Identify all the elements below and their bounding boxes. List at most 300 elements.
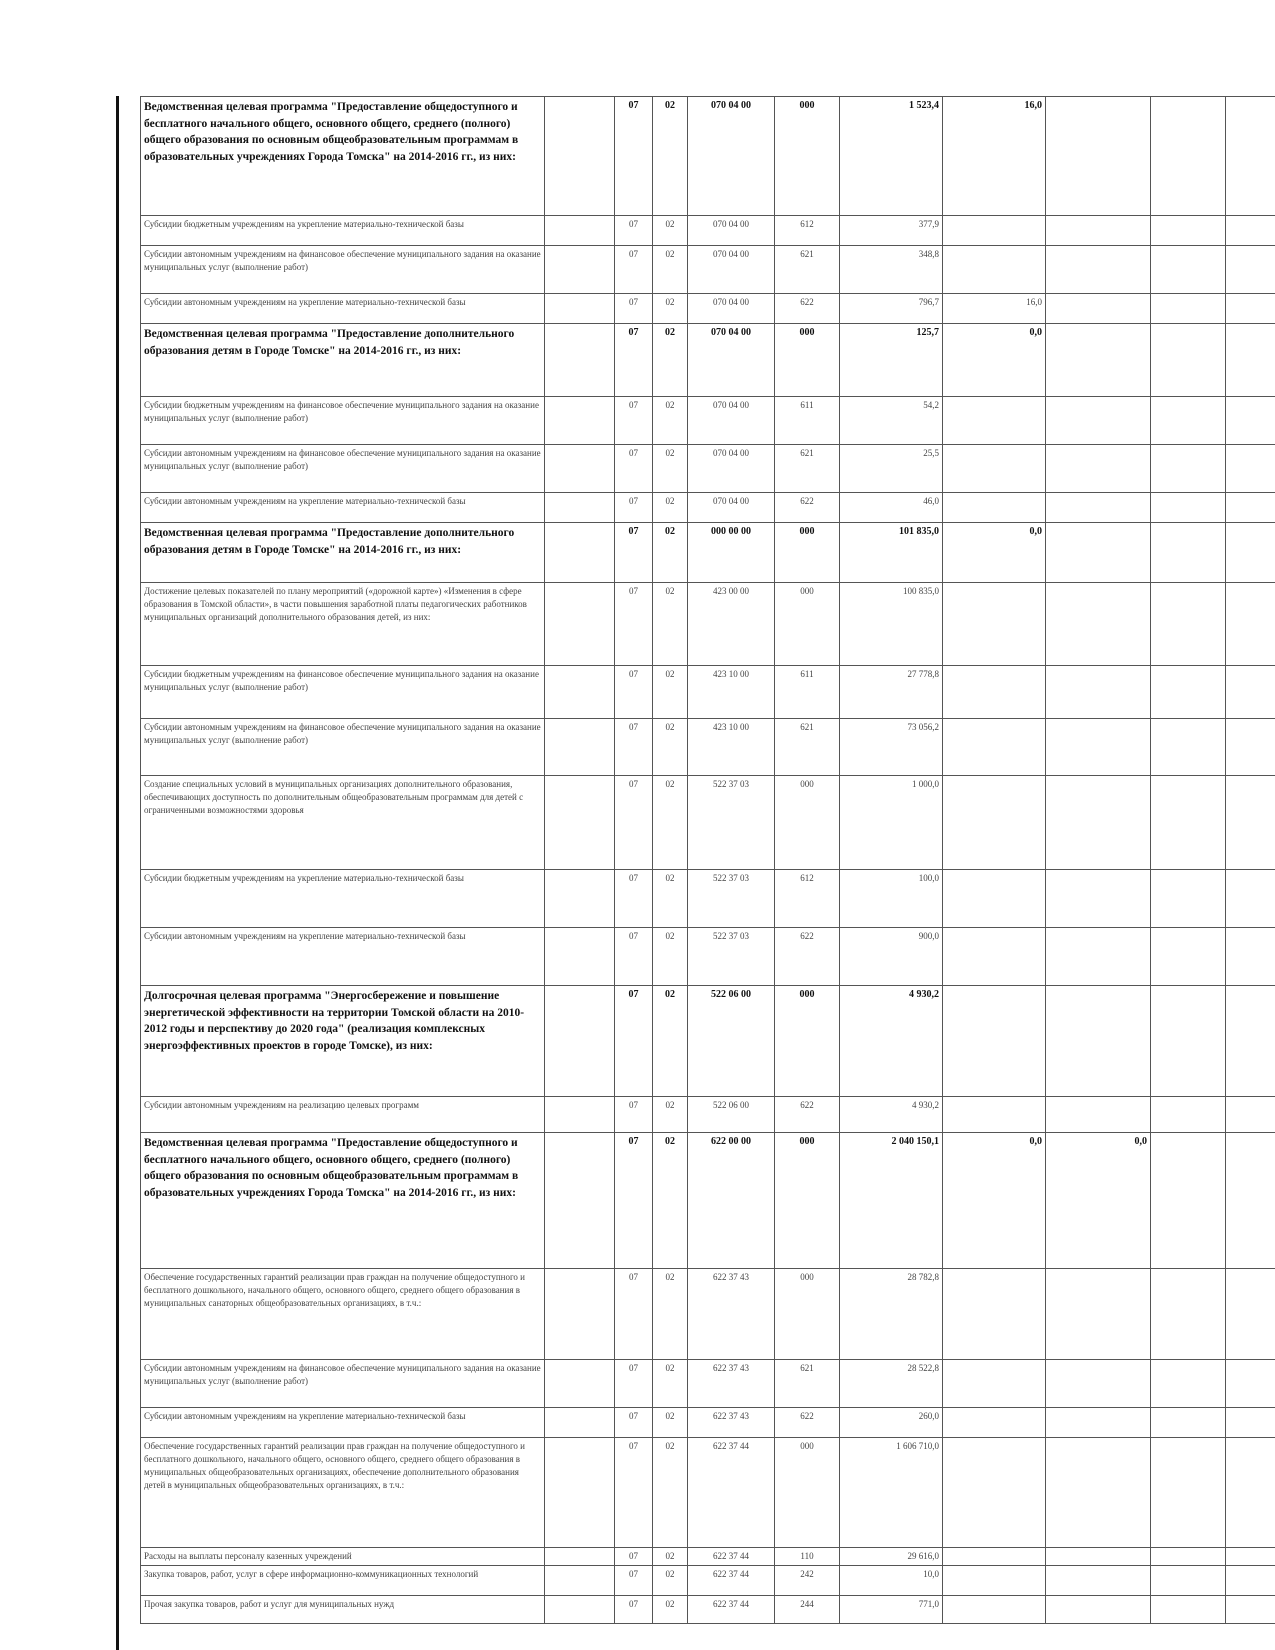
section-code: 07: [615, 666, 653, 719]
target-article-code: 622 37 43: [688, 1408, 775, 1438]
section-code: 07: [615, 246, 653, 294]
table-row: [141, 493, 1275, 523]
table-row: [141, 216, 1275, 246]
section-code: 07: [615, 1408, 653, 1438]
subsection-code: 02: [653, 1548, 688, 1566]
row-description: Закупка товаров, работ, услуг в сфере информационно-коммуникационных технологий: [141, 1566, 545, 1596]
section-code: 07: [615, 1548, 653, 1566]
amount-third: [1046, 97, 1151, 216]
amount-third: [1046, 445, 1151, 493]
target-article-code: 423 10 00: [688, 666, 775, 719]
expense-type-code: 612: [775, 870, 840, 928]
table-row: [141, 1596, 1275, 1624]
table-row: [141, 445, 1275, 493]
row-description: Ведомственная целевая программа "Предоставление общедоступного и бесплатного начального общего, основного общего, среднего (полного) общего образования по основным общеобразовательным программам в образовательных учреждениях Города Томска" на 2014-2016 гг., из них:: [141, 1133, 545, 1269]
subsection-code: 02: [653, 719, 688, 776]
target-article-code: 622 37 44: [688, 1438, 775, 1548]
row-description: Субсидии бюджетным учреждениям на финансовое обеспечение муниципального задания на оказание муниципальных услуг (выполнение работ): [141, 666, 545, 719]
blank-cell: [1226, 97, 1275, 216]
subsection-code: 02: [653, 97, 688, 216]
row-description: Субсидии автономным учреждениям на финансовое обеспечение муниципального задания на оказание муниципальных услуг (выполнение работ): [141, 445, 545, 493]
target-article-code: 070 04 00: [688, 445, 775, 493]
blank-cell: [1151, 666, 1226, 719]
section-code: 07: [615, 1097, 653, 1133]
target-article-code: 622 37 44: [688, 1596, 775, 1624]
blank-cell: [545, 523, 615, 583]
amount-second: [943, 776, 1046, 870]
blank-cell: [545, 1133, 615, 1269]
amount-second: [943, 719, 1046, 776]
amount-total: 4 930,2: [840, 986, 943, 1097]
amount-total: 260,0: [840, 1408, 943, 1438]
amount-second: 16,0: [943, 294, 1046, 324]
amount-third: [1046, 1408, 1151, 1438]
amount-third: [1046, 246, 1151, 294]
blank-cell: [1151, 1097, 1226, 1133]
target-article-code: 070 04 00: [688, 294, 775, 324]
amount-total: 2 040 150,1: [840, 1133, 943, 1269]
amount-total: 1 523,4: [840, 97, 943, 216]
amount-total: 796,7: [840, 294, 943, 324]
blank-cell: [1151, 1438, 1226, 1548]
amount-third: [1046, 1097, 1151, 1133]
target-article-code: 522 37 03: [688, 870, 775, 928]
expense-type-code: 622: [775, 493, 840, 523]
amount-second: [943, 246, 1046, 294]
section-code: 07: [615, 1596, 653, 1624]
subsection-code: 02: [653, 1133, 688, 1269]
amount-second: [943, 397, 1046, 445]
table-row: [141, 666, 1275, 719]
amount-third: [1046, 870, 1151, 928]
amount-third: 0,0: [1046, 1133, 1151, 1269]
amount-third: [1046, 666, 1151, 719]
subsection-code: 02: [653, 1566, 688, 1596]
expense-type-code: 622: [775, 1408, 840, 1438]
section-code: 07: [615, 583, 653, 666]
subsection-code: 02: [653, 324, 688, 397]
blank-cell: [545, 986, 615, 1097]
expense-type-code: 000: [775, 1133, 840, 1269]
expense-type-code: 000: [775, 776, 840, 870]
blank-cell: [1151, 1360, 1226, 1408]
blank-cell: [545, 493, 615, 523]
target-article-code: 622 37 43: [688, 1360, 775, 1408]
blank-cell: [1151, 216, 1226, 246]
blank-cell: [545, 719, 615, 776]
amount-second: [943, 928, 1046, 986]
target-article-code: 000 00 00: [688, 523, 775, 583]
subsection-code: 02: [653, 1097, 688, 1133]
expense-type-code: 110: [775, 1548, 840, 1566]
expense-type-code: 000: [775, 97, 840, 216]
table-row: [141, 1408, 1275, 1438]
row-description: Субсидии бюджетным учреждениям на финансовое обеспечение муниципального задания на оказание муниципальных услуг (выполнение работ): [141, 397, 545, 445]
amount-total: 100,0: [840, 870, 943, 928]
blank-cell: [545, 246, 615, 294]
blank-cell: [1226, 493, 1275, 523]
amount-second: [943, 870, 1046, 928]
program-row: [141, 97, 1275, 216]
target-article-code: 423 00 00: [688, 583, 775, 666]
row-description: Прочая закупка товаров, работ и услуг для муниципальных нужд: [141, 1596, 545, 1624]
blank-cell: [1151, 445, 1226, 493]
amount-total: 1 606 710,0: [840, 1438, 943, 1548]
row-description: Субсидии бюджетным учреждениям на укрепление материально-технической базы: [141, 870, 545, 928]
blank-cell: [1151, 1133, 1226, 1269]
expense-type-code: 622: [775, 928, 840, 986]
section-code: 07: [615, 870, 653, 928]
table-row: [141, 583, 1275, 666]
subsection-code: 02: [653, 445, 688, 493]
blank-cell: [545, 1097, 615, 1133]
target-article-code: 070 04 00: [688, 246, 775, 294]
table-row: [141, 1360, 1275, 1408]
expense-type-code: 244: [775, 1596, 840, 1624]
blank-cell: [1226, 445, 1275, 493]
target-article-code: 070 04 00: [688, 493, 775, 523]
amount-third: [1046, 216, 1151, 246]
target-article-code: 522 06 00: [688, 1097, 775, 1133]
expense-type-code: 242: [775, 1566, 840, 1596]
blank-cell: [545, 1566, 615, 1596]
subsection-code: 02: [653, 1438, 688, 1548]
section-code: 07: [615, 216, 653, 246]
expense-type-code: 621: [775, 246, 840, 294]
amount-third: [1046, 776, 1151, 870]
target-article-code: 070 04 00: [688, 97, 775, 216]
blank-cell: [1226, 1133, 1275, 1269]
blank-cell: [1151, 493, 1226, 523]
expense-type-code: 000: [775, 583, 840, 666]
target-article-code: 423 10 00: [688, 719, 775, 776]
amount-total: 29 616,0: [840, 1548, 943, 1566]
expense-type-code: 621: [775, 719, 840, 776]
subsection-code: 02: [653, 1408, 688, 1438]
amount-third: [1046, 986, 1151, 1097]
table-row: [141, 1438, 1275, 1548]
target-article-code: 070 04 00: [688, 216, 775, 246]
subsection-code: 02: [653, 986, 688, 1097]
blank-cell: [545, 397, 615, 445]
blank-cell: [1151, 1408, 1226, 1438]
amount-third: [1046, 493, 1151, 523]
expense-type-code: 000: [775, 324, 840, 397]
row-description: Субсидии автономным учреждениям на укрепление материально-технической базы: [141, 294, 545, 324]
amount-total: 101 835,0: [840, 523, 943, 583]
blank-cell: [545, 666, 615, 719]
target-article-code: 622 37 43: [688, 1269, 775, 1360]
subsection-code: 02: [653, 1269, 688, 1360]
blank-cell: [1226, 1097, 1275, 1133]
section-code: 07: [615, 493, 653, 523]
subsection-code: 02: [653, 870, 688, 928]
program-row: [141, 1133, 1275, 1269]
amount-second: [943, 1360, 1046, 1408]
blank-cell: [1151, 397, 1226, 445]
target-article-code: 522 37 03: [688, 928, 775, 986]
section-code: 07: [615, 1438, 653, 1548]
section-code: 07: [615, 1269, 653, 1360]
subsection-code: 02: [653, 246, 688, 294]
blank-cell: [1226, 324, 1275, 397]
subsection-code: 02: [653, 216, 688, 246]
amount-total: 900,0: [840, 928, 943, 986]
table-row: [141, 1548, 1275, 1566]
amount-third: [1046, 523, 1151, 583]
subsection-code: 02: [653, 493, 688, 523]
blank-cell: [545, 294, 615, 324]
blank-cell: [545, 1269, 615, 1360]
amount-second: [943, 445, 1046, 493]
expense-type-code: 000: [775, 523, 840, 583]
blank-cell: [1226, 1360, 1275, 1408]
row-description: Субсидии автономным учреждениям на финансовое обеспечение муниципального задания на оказание муниципальных услуг (выполнение работ): [141, 246, 545, 294]
amount-second: 0,0: [943, 523, 1046, 583]
section-code: 07: [615, 719, 653, 776]
blank-cell: [1151, 986, 1226, 1097]
table-row: [141, 397, 1275, 445]
section-code: 07: [615, 928, 653, 986]
blank-cell: [1226, 719, 1275, 776]
row-description: Обеспечение государственных гарантий реализации прав граждан на получение общедоступного и бесплатного дошкольного, начального общего, основного общего, среднего общего образования в муниципальных санаторных общеобразовательных организациях, в т.ч.:: [141, 1269, 545, 1360]
table-row: [141, 246, 1275, 294]
blank-cell: [1226, 1548, 1275, 1566]
expense-type-code: 622: [775, 294, 840, 324]
program-row: [141, 986, 1275, 1097]
blank-cell: [1226, 776, 1275, 870]
table-row: [141, 1097, 1275, 1133]
blank-cell: [545, 1360, 615, 1408]
subsection-code: 02: [653, 1360, 688, 1408]
amount-total: 28 782,8: [840, 1269, 943, 1360]
row-description: Субсидии автономным учреждениям на укрепление материально-технической базы: [141, 928, 545, 986]
amount-third: [1046, 583, 1151, 666]
amount-second: [943, 1408, 1046, 1438]
blank-cell: [1151, 97, 1226, 216]
table-row: [141, 870, 1275, 928]
blank-cell: [1226, 294, 1275, 324]
amount-total: 54,2: [840, 397, 943, 445]
blank-cell: [1151, 928, 1226, 986]
blank-cell: [1226, 1596, 1275, 1624]
amount-third: [1046, 928, 1151, 986]
subsection-code: 02: [653, 397, 688, 445]
blank-cell: [1226, 666, 1275, 719]
amount-third: [1046, 1548, 1151, 1566]
blank-cell: [1151, 246, 1226, 294]
expense-type-code: 621: [775, 1360, 840, 1408]
subsection-code: 02: [653, 666, 688, 719]
amount-second: 16,0: [943, 97, 1046, 216]
amount-total: 771,0: [840, 1596, 943, 1624]
section-code: 07: [615, 445, 653, 493]
amount-third: [1046, 324, 1151, 397]
row-description: Достижение целевых показателей по плану мероприятий («дорожной карте») «Изменения в сфере образования в Томской области», в части повышения заработной платы педагогических работников муниципальных организаций дополнительного образования детей, из них:: [141, 583, 545, 666]
target-article-code: 522 37 03: [688, 776, 775, 870]
row-description: Субсидии автономным учреждениям на реализацию целевых программ: [141, 1097, 545, 1133]
blank-cell: [545, 324, 615, 397]
blank-cell: [545, 1408, 615, 1438]
section-code: 07: [615, 97, 653, 216]
subsection-code: 02: [653, 583, 688, 666]
target-article-code: 622 37 44: [688, 1548, 775, 1566]
section-code: 07: [615, 1566, 653, 1596]
amount-third: [1046, 1269, 1151, 1360]
blank-cell: [545, 928, 615, 986]
target-article-code: 070 04 00: [688, 324, 775, 397]
blank-cell: [1226, 870, 1275, 928]
expense-type-code: 611: [775, 666, 840, 719]
blank-cell: [545, 583, 615, 666]
subsection-code: 02: [653, 294, 688, 324]
blank-cell: [1151, 1566, 1226, 1596]
amount-second: [943, 216, 1046, 246]
expense-type-code: 621: [775, 445, 840, 493]
amount-second: 0,0: [943, 1133, 1046, 1269]
blank-cell: [545, 776, 615, 870]
row-description: Ведомственная целевая программа "Предоставление дополнительного образования детям в Городе Томске" на 2014-2016 гг., из них:: [141, 523, 545, 583]
blank-cell: [1151, 324, 1226, 397]
blank-cell: [1226, 928, 1275, 986]
amount-third: [1046, 397, 1151, 445]
amount-third: [1046, 1596, 1151, 1624]
row-description: Долгосрочная целевая программа "Энергосбережение и повышение энергетической эффективности на территории Томской области на 2010-2012 годы и перспективу до 2020 года" (реализация комплексных энергоэффективных проектов в городе Томске), из них:: [141, 986, 545, 1097]
amount-total: 100 835,0: [840, 583, 943, 666]
section-code: 07: [615, 523, 653, 583]
expense-type-code: 612: [775, 216, 840, 246]
amount-second: [943, 1548, 1046, 1566]
section-code: 07: [615, 986, 653, 1097]
section-code: 07: [615, 397, 653, 445]
blank-cell: [1151, 1548, 1226, 1566]
blank-cell: [545, 1438, 615, 1548]
blank-cell: [545, 1548, 615, 1566]
row-description: Субсидии бюджетным учреждениям на укрепление материально-технической базы: [141, 216, 545, 246]
subsection-code: 02: [653, 776, 688, 870]
section-code: 07: [615, 1360, 653, 1408]
blank-cell: [1226, 216, 1275, 246]
row-description: Субсидии автономным учреждениям на финансовое обеспечение муниципального задания на оказание муниципальных услуг (выполнение работ): [141, 1360, 545, 1408]
subsection-code: 02: [653, 1596, 688, 1624]
amount-total: 4 930,2: [840, 1097, 943, 1133]
amount-third: [1046, 294, 1151, 324]
left-margin-rule: [116, 96, 119, 1650]
program-row: [141, 324, 1275, 397]
blank-cell: [1226, 986, 1275, 1097]
amount-total: 1 000,0: [840, 776, 943, 870]
amount-second: [943, 1438, 1046, 1548]
blank-cell: [1226, 397, 1275, 445]
target-article-code: 622 00 00: [688, 1133, 775, 1269]
amount-second: 0,0: [943, 324, 1046, 397]
blank-cell: [545, 870, 615, 928]
blank-cell: [1226, 1408, 1275, 1438]
section-code: 07: [615, 1133, 653, 1269]
blank-cell: [1151, 870, 1226, 928]
blank-cell: [1226, 246, 1275, 294]
table-row: [141, 928, 1275, 986]
subsection-code: 02: [653, 928, 688, 986]
row-description: Расходы на выплаты персоналу казенных учреждений: [141, 1548, 545, 1566]
section-code: 07: [615, 294, 653, 324]
row-description: Субсидии автономным учреждениям на укрепление материально-технической базы: [141, 493, 545, 523]
blank-cell: [1151, 1269, 1226, 1360]
blank-cell: [1226, 1269, 1275, 1360]
expense-type-code: 000: [775, 1269, 840, 1360]
amount-total: 28 522,8: [840, 1360, 943, 1408]
row-description: Ведомственная целевая программа "Предоставление дополнительного образования детям в Городе Томске" на 2014-2016 гг., из них:: [141, 324, 545, 397]
blank-cell: [1226, 523, 1275, 583]
amount-second: [943, 583, 1046, 666]
blank-cell: [1151, 523, 1226, 583]
row-description: Субсидии автономным учреждениям на укрепление материально-технической базы: [141, 1408, 545, 1438]
blank-cell: [1151, 776, 1226, 870]
amount-total: 377,9: [840, 216, 943, 246]
budget-table: [140, 96, 1275, 1624]
amount-second: [943, 1566, 1046, 1596]
blank-cell: [1226, 1438, 1275, 1548]
blank-cell: [1151, 294, 1226, 324]
amount-second: [943, 493, 1046, 523]
amount-second: [943, 986, 1046, 1097]
amount-third: [1046, 1438, 1151, 1548]
target-article-code: 070 04 00: [688, 397, 775, 445]
expense-type-code: 611: [775, 397, 840, 445]
row-description: Обеспечение государственных гарантий реализации прав граждан на получение общедоступного и бесплатного дошкольного, начального общего, основного общего, среднего общего образования в муниципальных общеобразовательных организациях, обеспечение дополнительного образования детей в муниципальных общеобразовательных организациях, в т.ч.:: [141, 1438, 545, 1548]
table-row: [141, 294, 1275, 324]
target-article-code: 622 37 44: [688, 1566, 775, 1596]
table-row: [141, 1566, 1275, 1596]
blank-cell: [545, 216, 615, 246]
table-row: [141, 719, 1275, 776]
amount-total: 73 056,2: [840, 719, 943, 776]
target-article-code: 522 06 00: [688, 986, 775, 1097]
amount-third: [1046, 1360, 1151, 1408]
section-code: 07: [615, 324, 653, 397]
blank-cell: [545, 97, 615, 216]
amount-total: 348,8: [840, 246, 943, 294]
blank-cell: [1151, 719, 1226, 776]
blank-cell: [545, 445, 615, 493]
row-description: Субсидии автономным учреждениям на финансовое обеспечение муниципального задания на оказание муниципальных услуг (выполнение работ): [141, 719, 545, 776]
amount-third: [1046, 719, 1151, 776]
section-code: 07: [615, 776, 653, 870]
blank-cell: [1151, 1596, 1226, 1624]
amount-total: 27 778,8: [840, 666, 943, 719]
expense-type-code: 000: [775, 986, 840, 1097]
amount-total: 46,0: [840, 493, 943, 523]
blank-cell: [1226, 583, 1275, 666]
amount-second: [943, 1097, 1046, 1133]
amount-second: [943, 666, 1046, 719]
amount-second: [943, 1269, 1046, 1360]
amount-total: 125,7: [840, 324, 943, 397]
amount-total: 25,5: [840, 445, 943, 493]
row-description: Ведомственная целевая программа "Предоставление общедоступного и бесплатного начального общего, основного общего, среднего (полного) общего образования по основным общеобразовательным программам в образовательных учреждениях Города Томска" на 2014-2016 гг., из них:: [141, 97, 545, 216]
amount-second: [943, 1596, 1046, 1624]
amount-third: [1046, 1566, 1151, 1596]
amount-total: 10,0: [840, 1566, 943, 1596]
program-row: [141, 523, 1275, 583]
expense-type-code: 622: [775, 1097, 840, 1133]
blank-cell: [545, 1596, 615, 1624]
row-description: Создание специальных условий в муниципальных организациях дополнительного образования, обеспечивающих доступность по дополнительным общеобразовательным программам для детей с ограниченными возможностями здоровья: [141, 776, 545, 870]
expense-type-code: 000: [775, 1438, 840, 1548]
table-row: [141, 1269, 1275, 1360]
blank-cell: [1226, 1566, 1275, 1596]
subsection-code: 02: [653, 523, 688, 583]
